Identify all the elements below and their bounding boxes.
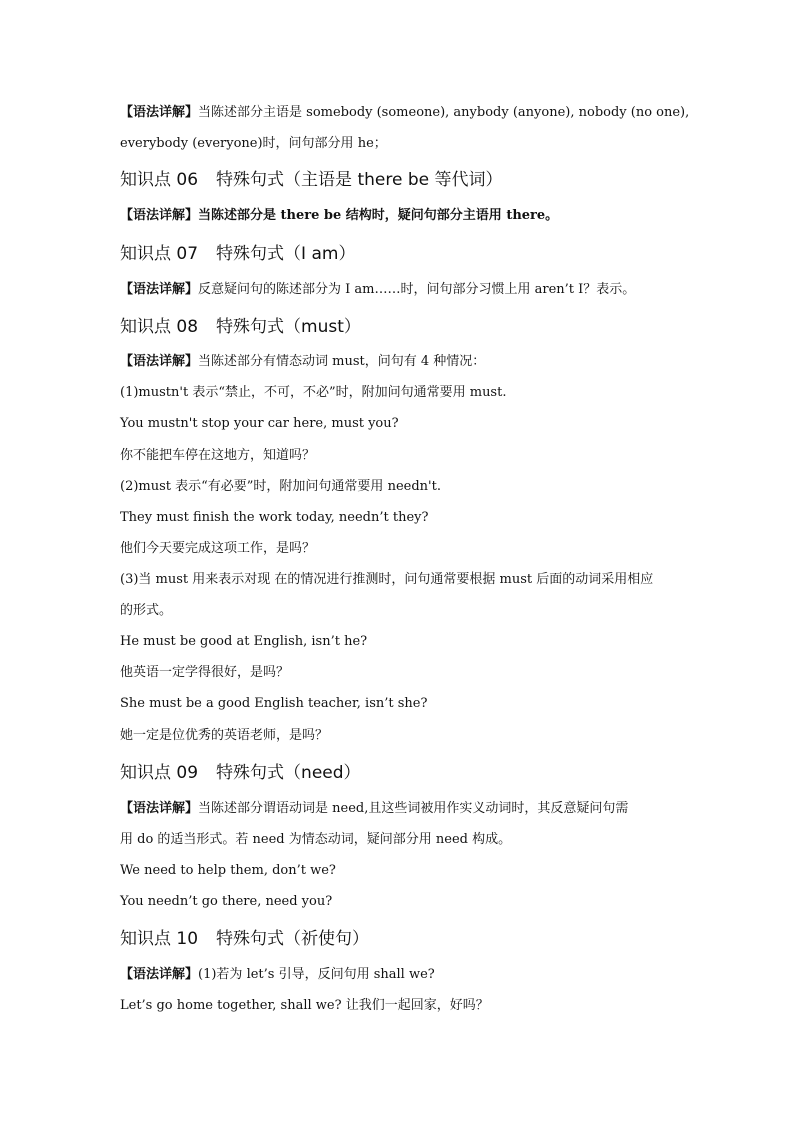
grammar-detail-06 [120, 207, 558, 225]
example-line: 你不能把车停在这地方，知道吗？ [120, 448, 316, 463]
section-title: 特殊句式（祈使句） [216, 929, 370, 949]
example-line: (1)mustn't 表示“禁止，不可，不必”时，附加问句通常要用 must. [120, 385, 507, 400]
grammar-detail-text: (1)若为 let’s 引导，反问句用 shall we? [198, 967, 435, 982]
section-title: 特殊句式（主语是 there be 等代词） [216, 170, 503, 190]
grammar-detail-tag: 【语法详解】 [120, 801, 199, 816]
grammar-detail-text: 当陈述部分主语是 somebody (someone), anybody (anyone), nobody (no one), [198, 105, 690, 120]
example-line: (2)must 表示“有必要”时，附加问句通常要用 needn't. [120, 479, 441, 494]
example-line: 他们今天要完成这项工作，是吗？ [120, 541, 316, 556]
section-number: 知识点 07 [120, 244, 199, 264]
example-line: He must be good at English, isn’t he? [120, 634, 368, 649]
grammar-detail-tag: 【语法详解】 [120, 282, 199, 297]
grammar-detail-05-line2: everybody (everyone)时，问句部分用 he； [120, 136, 387, 151]
grammar-detail-08 [120, 353, 485, 371]
example-line: We need to help them, don’t we? [120, 863, 336, 878]
grammar-detail-tag: 【语法详解】 [120, 208, 199, 223]
grammar-detail-text: 当陈述部分谓语动词是 need,且这些词被用作实义动词时，其反意疑问句需 [198, 801, 629, 816]
example-line: Let’s go home together, shall we? 让我们一起回家，好吗？ [120, 998, 489, 1013]
section-number: 知识点 08 [120, 317, 199, 337]
grammar-detail-07 [120, 281, 635, 299]
example-line: 他英语一定学得很好，是吗？ [120, 665, 290, 680]
example-line: You needn’t go there, need you? [120, 894, 333, 909]
example-line: They must finish the work today, needn’t they? [120, 510, 429, 525]
section-heading-09 [120, 762, 361, 784]
section-title: 特殊句式（I am） [216, 244, 356, 264]
grammar-detail-09 [120, 800, 628, 818]
grammar-detail-tag: 【语法详解】 [120, 105, 199, 120]
grammar-detail-tag: 【语法详解】 [120, 354, 199, 369]
grammar-detail-05-line1 [120, 104, 689, 122]
grammar-detail-text: 反意疑问句的陈述部分为 I am……时，问句部分习惯上用 aren’t I？表示。 [198, 282, 636, 297]
example-line: 的形式。 [120, 603, 173, 618]
section-heading-07 [120, 243, 355, 265]
section-heading-10 [120, 928, 369, 950]
section-heading-06 [120, 169, 502, 191]
example-line: She must be a good English teacher, isn’t she? [120, 696, 428, 711]
grammar-detail-tag: 【语法详解】 [120, 967, 199, 982]
section-number: 知识点 06 [120, 170, 199, 190]
section-title: 特殊句式（need） [216, 763, 361, 783]
example-line: 她一定是位优秀的英语老师，是吗？ [120, 728, 329, 743]
section-title: 特殊句式（must） [216, 317, 361, 337]
example-line: You mustn't stop your car here, must you? [120, 416, 399, 431]
grammar-detail-text: 当陈述部分有情态动词 must，问句有 4 种情况： [198, 354, 486, 369]
example-line: 用 do 的适当形式。若 need 为情态动词，疑问部分用 need 构成。 [120, 832, 512, 847]
section-number: 知识点 09 [120, 763, 199, 783]
grammar-detail-text: 当陈述部分是 there be 结构时，疑问句部分主语用 there。 [198, 208, 559, 223]
section-number: 知识点 10 [120, 929, 199, 949]
section-heading-08 [120, 316, 361, 338]
grammar-detail-10 [120, 966, 435, 984]
example-line: (3)当 must 用来表示对现 在的情况进行推测时，问句通常要根据 must 后面的动词采用相应 [120, 572, 654, 587]
